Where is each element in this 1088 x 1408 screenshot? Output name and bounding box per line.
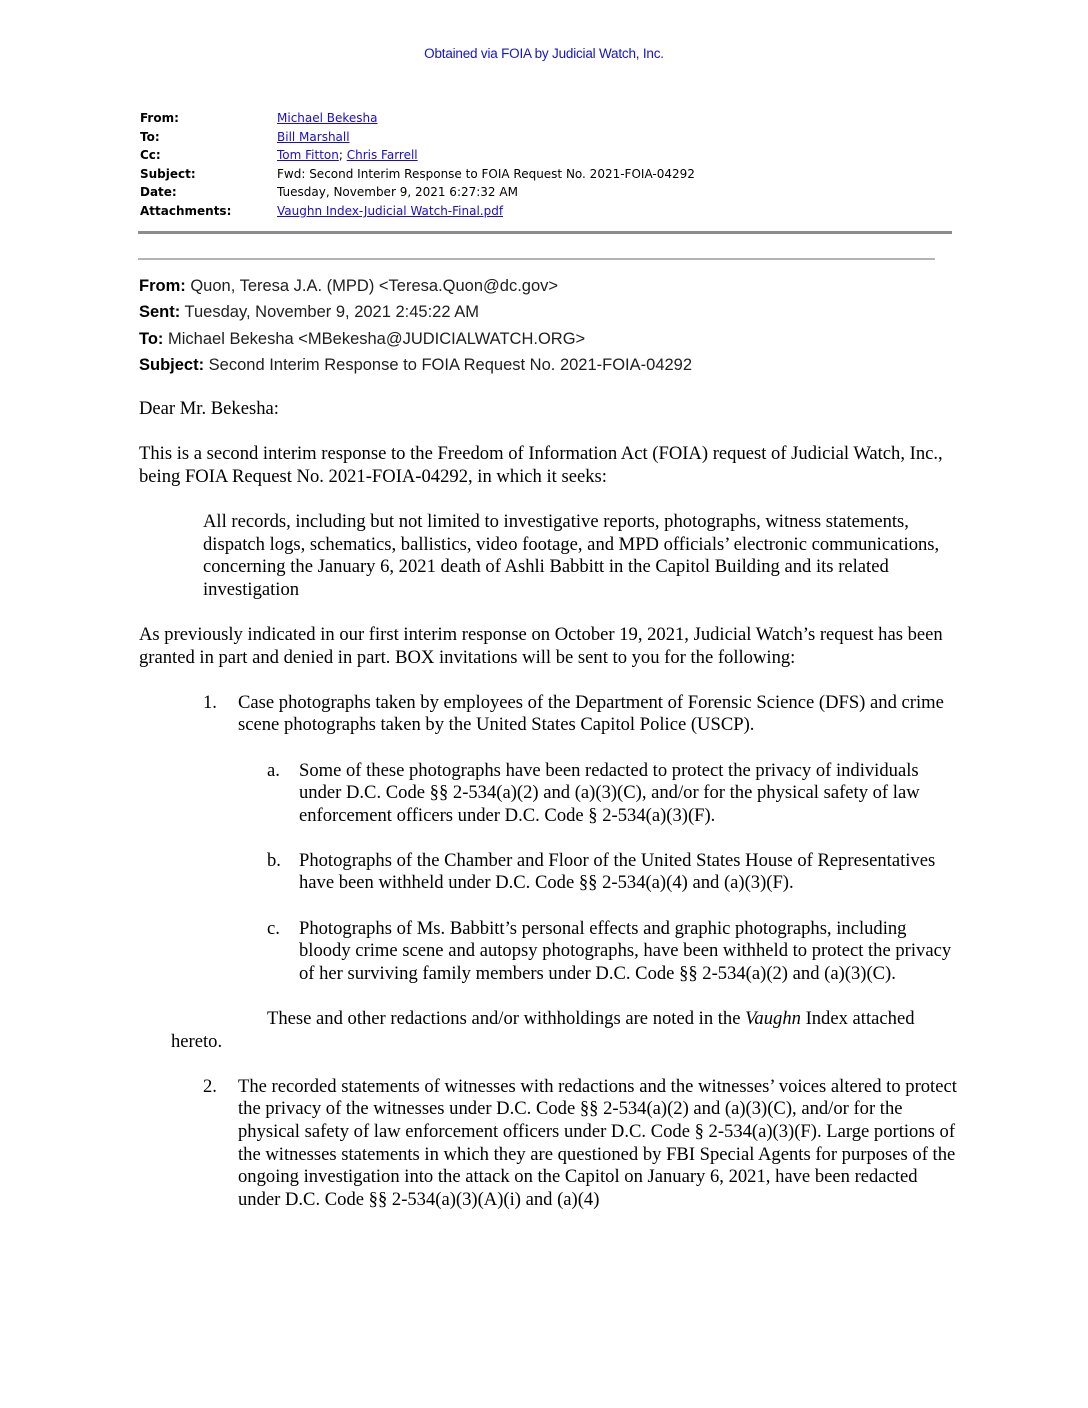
forward-divider xyxy=(138,258,935,260)
from-label: From: xyxy=(140,111,179,125)
letter-body xyxy=(139,398,959,1211)
attachments-label: Attachments: xyxy=(140,203,232,218)
cc-link-chris-farrell[interactable]: Chris Farrell xyxy=(346,148,418,163)
vaughn-text-pre: These and other redactions and/or withholdings are noted in the xyxy=(267,1008,746,1030)
list-item-number: 1. xyxy=(203,691,217,713)
vaughn-text-post: Index attached hereto. xyxy=(171,1008,915,1052)
subject-label: Subject: xyxy=(140,166,196,181)
header-from-row xyxy=(140,109,695,128)
foia-watermark: Obtained via FOIA by Judicial Watch, Inc. xyxy=(424,46,664,61)
subject-value: Fwd: Second Interim Response to FOIA Request No. 2021-FOIA-04292 xyxy=(277,166,695,181)
sub-item-b xyxy=(267,850,959,895)
vaughn-italic: Vaughn xyxy=(745,1008,801,1030)
header-attachments-row xyxy=(140,202,695,221)
header-to-row xyxy=(140,128,695,147)
header-cc-row xyxy=(140,146,695,165)
attachment-link[interactable]: Vaughn Index-Judicial Watch-Final.pdf xyxy=(277,203,504,218)
request-quote: All records, including but not limited to investigative reports, photographs, witness statements, dispatch logs, schematics, ballistics, video footage, and MPD officials’ electronic communications, concerning the January 6, 2021 death of Ashli Babbitt in the Capitol Building and its related investigation xyxy=(203,510,940,600)
fwd-from-label: From: xyxy=(139,277,186,295)
fwd-sent-value: Tuesday, November 9, 2021 2:45:22 AM xyxy=(180,303,479,322)
salutation: Dear Mr. Bekesha: xyxy=(139,398,279,419)
date-value: Tuesday, November 9, 2021 6:27:32 AM xyxy=(277,185,518,200)
fwd-to-label: To: xyxy=(139,329,164,348)
sub-item-a xyxy=(267,760,959,828)
sub-item-text: Photographs of the Chamber and Floor of the United States House of Representatives have been withheld under D.C. Code §§ 2-534(a)(4) and (a)(3)(F). xyxy=(299,849,936,894)
sub-item-letter: b. xyxy=(267,849,281,871)
sub-item-text: Photographs of Ms. Babbitt’s personal effects and graphic photographs, including bloody crime scene and autopsy photographs, have been withheld to protect the privacy of her surviving family members under D.C. Code §§ 2-534(a)(2) and (a)(3)(C). xyxy=(299,917,952,984)
sub-item-c xyxy=(267,918,959,986)
sub-item-letter: c. xyxy=(267,917,280,939)
email-header xyxy=(140,109,695,221)
cc-link-tom-fitton[interactable]: Tom Fitton xyxy=(277,148,339,163)
cc-separator: ; xyxy=(338,148,347,163)
fwd-sent-row xyxy=(139,299,692,325)
list-item-text: The recorded statements of witnesses with redactions and the witnesses’ voices altered to protect the privacy of the witnesses under D.C. Code §§ 2-534(a)(2) and (a)(3)(C), and/or for the physical safety of law enforcement officers under D.C. Code § 2-534(a)(3)(F). Large portions of the witnesses statements in which they are questioned by FBI Special Agents for purposes of the ongoing investigation into the attack on the Capitol on January 6, 2021, have been redacted under D.C. Code §§ 2-534(a)(3)(A)(i) and (a)(4) xyxy=(238,1075,957,1210)
list-item-1 xyxy=(203,692,959,737)
cc-label: Cc: xyxy=(140,148,161,163)
list-item-text: Case photographs taken by employees of the Department of Forensic Science (DFS) and crime scene photographs taken by the United States Capitol Police (USCP). xyxy=(238,691,944,736)
header-subject-row xyxy=(140,165,695,184)
to-label: To: xyxy=(140,129,160,144)
fwd-to-row xyxy=(139,326,692,352)
fwd-subject-row xyxy=(139,352,692,378)
fwd-to-value: Michael Bekesha <MBekesha@JUDICIALWATCH.ORG> xyxy=(163,329,586,348)
forwarded-header xyxy=(139,273,692,378)
from-link[interactable]: Michael Bekesha xyxy=(277,111,378,125)
to-link[interactable]: Bill Marshall xyxy=(277,129,350,144)
fwd-sent-label: Sent: xyxy=(139,303,181,322)
date-label: Date: xyxy=(140,185,177,200)
status-paragraph: As previously indicated in our first interim response on October 19, 2021, Judicial Watch’s request has been granted in part and denied in part. BOX invitations will be sent to you for the following: xyxy=(139,623,943,668)
fwd-from-value: Quon, Teresa J.A. (MPD) <Teresa.Quon@dc.gov> xyxy=(185,277,559,295)
list-item-number: 2. xyxy=(203,1075,217,1097)
list-item-2 xyxy=(203,1076,959,1212)
fwd-subject-value: Second Interim Response to FOIA Request No. 2021-FOIA-04292 xyxy=(204,355,693,374)
header-date-row xyxy=(140,183,695,202)
header-divider xyxy=(138,231,952,234)
sub-item-letter: a. xyxy=(267,759,280,781)
intro-paragraph: This is a second interim response to the Freedom of Information Act (FOIA) request of Judicial Watch, Inc., being FOIA Request No. 2021-FOIA-04292, in which it seeks: xyxy=(139,443,943,487)
fwd-subject-label: Subject: xyxy=(139,355,205,374)
fwd-from-row xyxy=(139,273,692,299)
vaughn-index-paragraph xyxy=(171,1008,959,1053)
sub-item-text: Some of these photographs have been redacted to protect the privacy of individuals under D.C. Code §§ 2-534(a)(2) and (a)(3)(C), and/or for the physical safety of law enforcement officers under D.C. Code § 2-534(a)(3)(F). xyxy=(299,759,920,826)
